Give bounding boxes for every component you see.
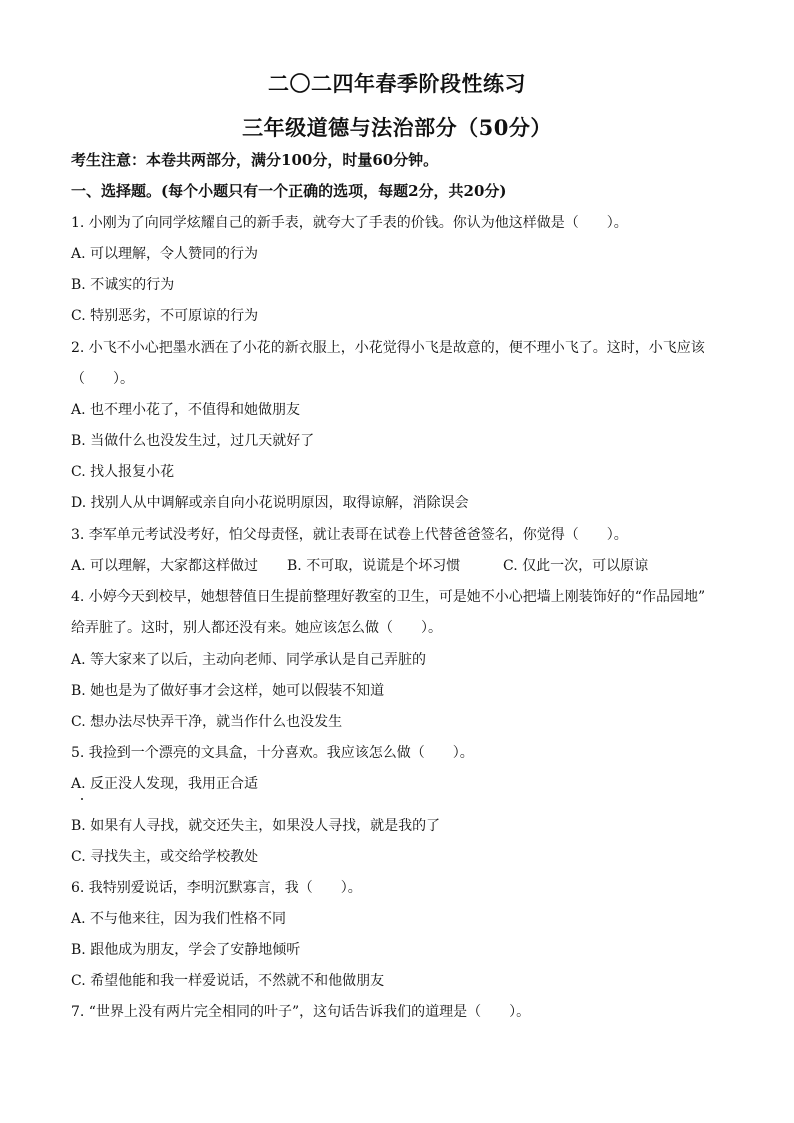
question-3-option-a: A. 可以理解，大家都这样做过 [71, 558, 259, 574]
question-4-option-b: B. 她也是为了做好事才会这样，她可以假装不知道 [71, 683, 385, 699]
question-1-stem: 1. 小刚为了向同学炫耀自己的新手表，就夸大了手表的价钱。你认为他这样做是（ ）。 [71, 215, 628, 231]
question-4-stem-line2: 给弄脏了。这时，别人都还没有来。她应该怎么做（ ）。 [71, 620, 442, 636]
question-2-option-b: B. 当做什么也没发生过，过几天就好了 [71, 433, 315, 449]
question-6-option-b: B. 跟他成为朋友，学会了安静地倾听 [71, 942, 301, 958]
question-3-stem: 3. 李军单元考试没考好，怕父母责怪，就让表哥在试卷上代替爸爸签名，你觉得（ ）。 [71, 527, 628, 543]
question-1-option-c: C. 特别恶劣，不可原谅的行为 [71, 308, 259, 324]
question-2-stem-line2: （ ）。 [71, 371, 134, 387]
question-3-option-c: C. 仅此一次，可以原谅 [503, 558, 649, 574]
question-5-option-a: A. 反正没人发现，我用正合适 [71, 776, 259, 792]
question-4-stem-line1: 4. 小婷今天到校早，她想替值日生提前整理好教室的卫生，可是她不小心把墙上刚装饰好的“作品园地” [71, 589, 706, 605]
question-6-stem: 6. 我特别爱说话，李明沉默寡言，我（ ）。 [71, 880, 362, 896]
question-3-option-b: B. 不可取，说谎是个坏习惯 [287, 558, 461, 574]
question-5-option-b: B. 如果有人寻找，就交还失主，如果没人寻找，就是我的了 [71, 818, 441, 834]
question-6-option-a: A. 不与他来往，因为我们性格不同 [71, 911, 287, 927]
question-5-stem: 5. 我捡到一个漂亮的文具盒，十分喜欢。我应该怎么做（ ）。 [71, 745, 474, 761]
question-1-option-a: A. 可以理解，令人赞同的行为 [71, 246, 259, 262]
question-6-option-c: C. 希望他能和我一样爱说话，不然就不和他做朋友 [71, 973, 385, 989]
question-5-option-c: C. 寻找失主，或交给学校教处 [71, 849, 259, 865]
question-4-option-c: C. 想办法尽快弄干净，就当作什么也没发生 [71, 714, 343, 730]
question-4-option-a: A. 等大家来了以后，主动向老师、同学承认是自己弄脏的 [71, 652, 427, 668]
question-2-option-a: A. 也不理小花了，不值得和她做朋友 [71, 402, 301, 418]
section-heading: 一、选择题。(每个小题只有一个正确的选项，每题2分，共20分) [71, 182, 507, 200]
question-1-option-b: B. 不诚实的行为 [71, 277, 175, 293]
exam-subtitle: 三年级道德与法治部分（50分） [242, 115, 552, 140]
question-2-option-c: C. 找人报复小花 [71, 464, 175, 480]
question-7-stem: 7. “世界上没有两片完全相同的叶子”，这句话告诉我们的道理是（ ）。 [71, 1004, 531, 1020]
exam-notice: 考生注意：本卷共两部分，满分100分，时量60分钟。 [71, 151, 439, 169]
stray-dot [81, 798, 83, 800]
question-2-stem-line1: 2. 小飞不小心把墨水洒在了小花的新衣服上，小花觉得小飞是故意的，便不理小飞了。这时，小飞应该 [71, 340, 705, 356]
exam-title: 二〇二四年春季阶段性练习 [268, 71, 526, 96]
question-2-option-d: D. 找别人从中调解或亲自向小花说明原因，取得谅解，消除误会 [71, 495, 469, 511]
question-3-options [71, 556, 648, 576]
